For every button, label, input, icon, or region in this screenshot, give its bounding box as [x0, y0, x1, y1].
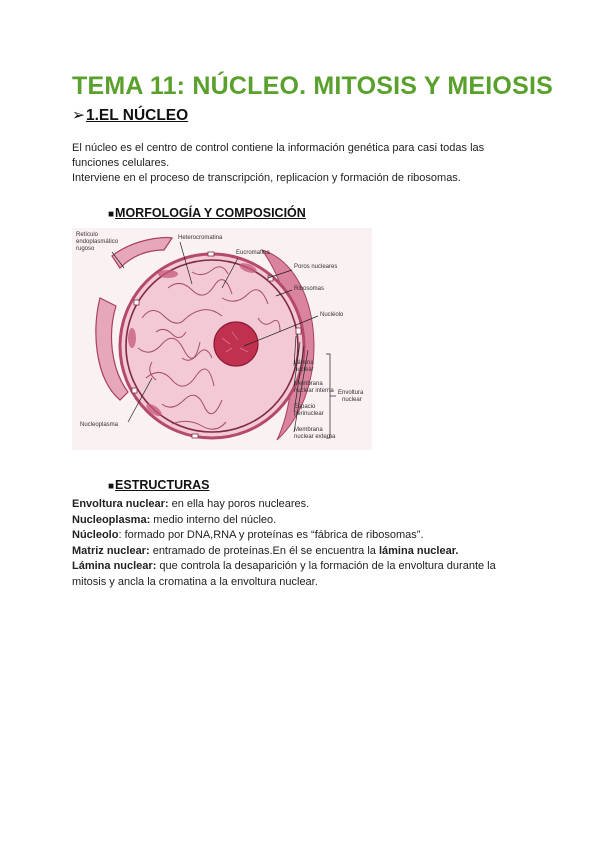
subheading-estructuras [108, 478, 210, 492]
svg-text:Retículo [76, 232, 99, 238]
structure-term-extra: lámina nuclear. [378, 544, 459, 557]
label-lamina-2: nuclear [294, 367, 314, 373]
structures-list [72, 497, 532, 590]
nucleus-diagram [72, 228, 372, 450]
svg-text:nuclear interna [294, 388, 334, 394]
structure-text: : formado por DNA,RNA y proteínas es “fábrica de ribosomas”. [118, 529, 424, 541]
subheading-morfologia-text: MORFOLOGÍA Y COMPOSICIÓN [115, 206, 306, 220]
structure-term: Envoltura nuclear: [72, 498, 169, 510]
label-espacio-1: Espacio [294, 404, 316, 410]
nucleolus [214, 322, 258, 366]
structure-text: medio interno del núcleo. [150, 513, 277, 526]
label-nucleoplasma: Nucleoplasma [80, 422, 119, 428]
structure-item [72, 497, 532, 513]
label-membrana-externa-1: Membrana [294, 427, 323, 433]
svg-text:Envoltura [338, 390, 364, 396]
structure-term: Núcleolo [72, 529, 119, 541]
label-membrana-interna-1: Membrana [294, 381, 323, 387]
label-rer-1: Retículo [76, 232, 99, 238]
section-heading-nucleo [72, 106, 188, 125]
structure-item [72, 559, 532, 590]
intro-line-1: El núcleo es el centro de control contiene la información genética para casi todas las funciones celulares. [72, 142, 485, 169]
structure-term: Matriz nuclear: [72, 544, 150, 557]
label-rer-2: endoplasmático [76, 239, 119, 245]
structure-term: Nucleoplasma: [72, 513, 151, 526]
label-espacio-2: perinuclear [294, 411, 324, 417]
svg-text:rugoso [76, 246, 95, 252]
subheading-estructuras-text: ESTRUCTURAS [115, 478, 210, 492]
nucleus-body [120, 254, 304, 438]
section-heading-text: 1.EL NÚCLEO [86, 107, 189, 124]
structure-item [72, 513, 532, 529]
label-membrana-interna-2: nuclear interna [294, 388, 334, 394]
structure-text: entramado de proteínas.En él se encuentra la [149, 544, 379, 557]
label-ribosomas: Ribosomas [294, 286, 325, 292]
svg-text:nuclear [294, 367, 314, 373]
structure-item [72, 528, 532, 544]
svg-text:nuclear externa [294, 434, 336, 440]
label-heterocromatina: Heterocromatina [178, 235, 223, 241]
structure-text: que controla la desaparición y la formación de la envoltura durante la mitosis y ancla la cromatina a la envoltura nuclear. [72, 560, 496, 588]
label-eucromatina: Eucromatina [236, 250, 270, 256]
square-bullet-icon: ■ [108, 209, 115, 220]
svg-text:Espacio [294, 404, 316, 410]
structure-term: Lámina nuclear: [72, 560, 157, 572]
label-envoltura-2: nuclear [342, 397, 362, 403]
label-lamina-1: Lámina [294, 360, 314, 366]
svg-text:Lámina [294, 360, 314, 366]
square-bullet-icon: ■ [108, 481, 115, 492]
svg-text:Membrana [294, 427, 323, 433]
svg-text:endoplasmático [76, 239, 119, 245]
structure-text: en ella hay poros nucleares. [168, 498, 310, 510]
label-nucleolo: Nucléolo [320, 312, 344, 318]
label-membrana-externa-2: nuclear externa [294, 434, 336, 440]
subheading-morfologia [108, 206, 306, 220]
label-envoltura-1: Envoltura [338, 390, 364, 396]
svg-text:nuclear [342, 397, 362, 403]
arrow-bullet-icon: ➢ [72, 107, 85, 124]
label-poros: Poros nucleares [294, 264, 338, 270]
page-title: TEMA 11: NÚCLEO. MITOSIS Y MEIOSIS [72, 72, 553, 100]
label-rer-3: rugoso [76, 246, 95, 252]
svg-text:perinuclear [294, 411, 324, 417]
svg-text:Membrana [294, 381, 323, 387]
structure-item [72, 544, 532, 560]
intro-paragraph [72, 141, 532, 186]
intro-line-2: Interviene en el proceso de transcripción, replicacion y formación de ribosomas. [72, 172, 461, 184]
